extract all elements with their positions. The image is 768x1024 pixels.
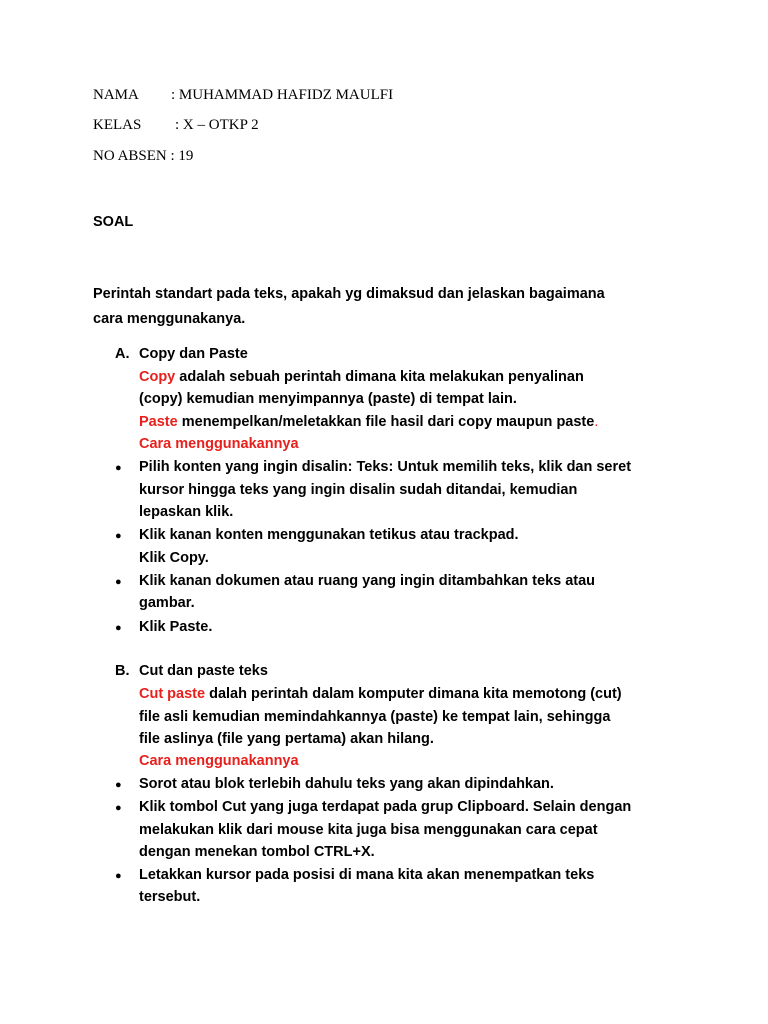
section-b-bullet-2-line-2: melakukan klik dari mouse kita juga bisa menggunakan cara cepat bbox=[139, 822, 598, 838]
copy-definition-line-2: (copy) kemudian menyimpannya (paste) di tempat lain. bbox=[139, 391, 517, 407]
section-a-cara-label: Cara menggunakannya bbox=[139, 436, 299, 452]
kelas-value: : X – OTKP 2 bbox=[175, 117, 259, 133]
section-a-title: Copy dan Paste bbox=[139, 346, 248, 362]
section-b-bullet-2-line-3: dengan menekan tombol CTRL+X. bbox=[139, 844, 375, 860]
cut-definition-line-2: file asli kemudian memindahkannya (paste) ke tempat lain, sehingga bbox=[139, 709, 611, 725]
copy-definition-line-1 bbox=[139, 369, 584, 385]
section-b-bullet-2-line-1: Klik tombol Cut yang juga terdapat pada grup Clipboard. Selain dengan bbox=[139, 799, 632, 815]
soal-heading: SOAL bbox=[93, 214, 134, 230]
cut-term: Cut paste bbox=[139, 686, 206, 702]
section-a-bullet-3-line-2: gambar. bbox=[139, 595, 195, 611]
absen-row bbox=[93, 148, 193, 165]
section-a-bullet-1-line-1: Pilih konten yang ingin disalin: Teks: Untuk memilih teks, klik dan seret bbox=[139, 459, 632, 475]
paste-definition bbox=[139, 414, 598, 430]
copy-term: Copy bbox=[139, 369, 176, 385]
bullet-icon: ● bbox=[115, 530, 122, 542]
absen-label: NO ABSEN bbox=[93, 148, 167, 164]
cut-definition-line-3: file aslinya (file yang pertama) akan hilang. bbox=[139, 731, 434, 747]
bullet-icon: ● bbox=[115, 622, 122, 634]
section-b-title: Cut dan paste teks bbox=[139, 663, 268, 679]
section-b-bullet-1-line-1: Sorot atau blok terlebih dahulu teks yang akan dipindahkan. bbox=[139, 776, 554, 792]
copy-desc-1: adalah sebuah perintah dimana kita melakukan penyalinan bbox=[175, 369, 584, 385]
nama-label: NAMA bbox=[93, 87, 139, 103]
section-a-bullet-1-line-2: kursor hingga teks yang ingin disalin sudah ditandai, kemudian bbox=[139, 482, 578, 498]
bullet-icon: ● bbox=[115, 462, 122, 474]
paste-period: . bbox=[594, 414, 599, 430]
nama-value: : MUHAMMAD HAFIDZ MAULFI bbox=[171, 87, 394, 103]
section-b-bullet-3-line-1: Letakkan kursor pada posisi di mana kita akan menempatkan teks bbox=[139, 867, 595, 883]
bullet-icon: ● bbox=[115, 576, 122, 588]
absen-value: : 19 bbox=[170, 148, 194, 164]
section-a-bullet-2-line-2: Klik Copy. bbox=[139, 550, 209, 566]
section-a-bullet-4-line-1: Klik Paste. bbox=[139, 619, 213, 635]
section-a-bullet-1-line-3: lepaskan klik. bbox=[139, 504, 234, 520]
kelas-label: KELAS bbox=[93, 117, 142, 133]
kelas-row bbox=[93, 117, 259, 134]
question-line-2: cara menggunakanya. bbox=[93, 311, 246, 327]
paste-term: Paste bbox=[139, 414, 178, 430]
section-a-marker: A. bbox=[115, 346, 130, 362]
section-b-marker: B. bbox=[115, 663, 130, 679]
nama-row bbox=[93, 87, 393, 104]
bullet-icon: ● bbox=[115, 870, 122, 882]
section-b-bullet-3-line-2: tersebut. bbox=[139, 889, 201, 905]
cut-definition-line-1 bbox=[139, 686, 622, 702]
section-a-bullet-3-line-1: Klik kanan dokumen atau ruang yang ingin ditambahkan teks atau bbox=[139, 573, 596, 589]
paste-desc: menempelkan/meletakkan file hasil dari copy maupun paste bbox=[177, 414, 595, 430]
section-a-bullet-2-line-1: Klik kanan konten menggunakan tetikus atau trackpad. bbox=[139, 527, 519, 543]
question-line-1: Perintah standart pada teks, apakah yg dimaksud dan jelaskan bagaimana bbox=[93, 286, 605, 302]
cut-desc-1: dalah perintah dalam komputer dimana kita memotong (cut) bbox=[205, 686, 622, 702]
bullet-icon: ● bbox=[115, 779, 122, 791]
bullet-icon: ● bbox=[115, 802, 122, 814]
section-b-cara-label: Cara menggunakannya bbox=[139, 753, 299, 769]
